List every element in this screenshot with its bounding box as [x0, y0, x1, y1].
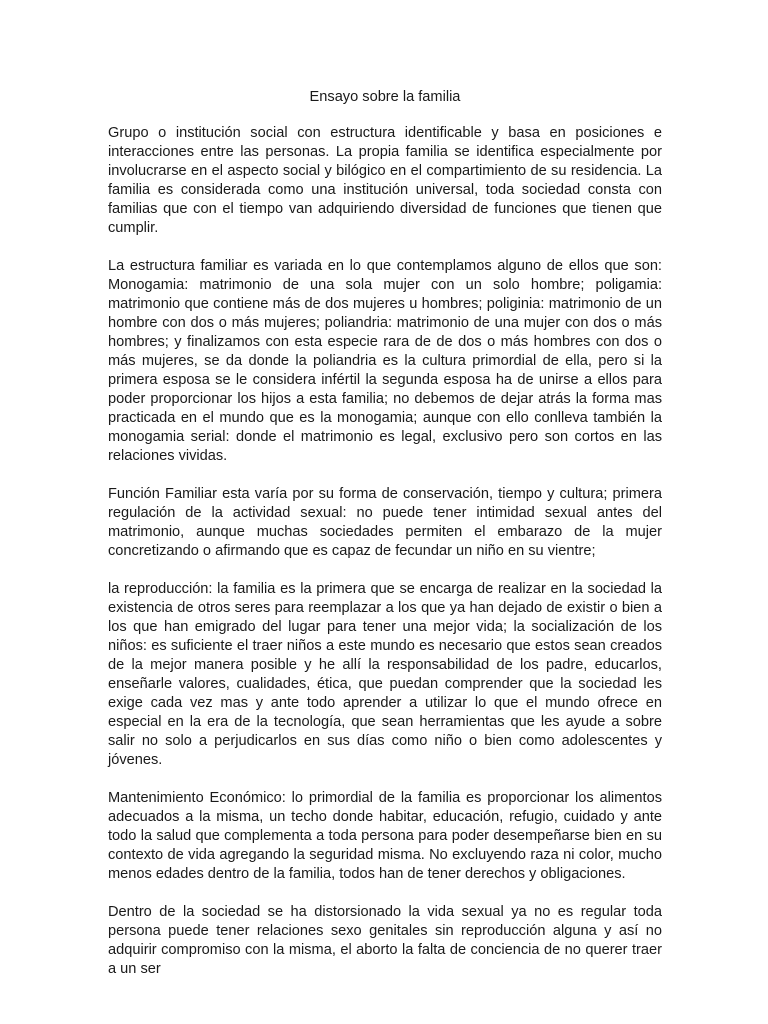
paragraph-definition: Grupo o institución social con estructura identificable y basa en posiciones e interacciones entre las personas. La propia familia se identifica especialmente por involucrarse en el aspecto social y bilógico en el compartimiento de su residencia. La familia es considerada como una institución universal, toda sociedad consta con familias que con el tiempo van adquiriendo diversidad de funciones que tienen que cumplir.: [108, 125, 662, 236]
document-title: Ensayo sobre la familia: [309, 89, 461, 105]
document-page: [108, 88, 662, 998]
paragraph-function: Función Familiar esta varía por su forma de conservación, tiempo y cultura; primera regulación de la actividad sexual: no puede tener intimidad sexual antes del matrimonio, aunque muchas sociedades permiten el embarazo de la mujer concretizando o afirmando que es capaz de fecundar un niño en su vientre;: [108, 486, 662, 559]
paragraph-reproduction: la reproducción: la familia es la primera que se encarga de realizar en la sociedad la existencia de otros seres para reemplazar a los que ya han dejado de existir o bien a los que han emigrado del lugar para tener una mejor vida; la socialización de los niños: es suficiente el traer niños a este mundo es necesario que estos sean creados de la mejor manera posible y he allí la responsabilidad de los padre, educarlos, enseñarle valores, cualidades, ética, que puedan comprender que la sociedad les exige cada vez mas y ante todo aprender a utilizar lo que el mundo ofrece en especial en la era de la tecnología, que sean herramientas que les ayude a sobre salir no solo a perjudicarlos en sus días como niño o bien como adolescentes y jóvenes.: [108, 581, 662, 768]
paragraph-society: Dentro de la sociedad se ha distorsionado la vida sexual ya no es regular toda persona puede tener relaciones sexo genitales sin reproducción alguna y así no adquirir compromiso con la misma, el aborto la falta de conciencia de no querer traer a un ser: [108, 904, 662, 977]
paragraph-economic: Mantenimiento Económico: lo primordial de la familia es proporcionar los alimentos adecuados a la misma, un techo donde habitar, educación, refugio, cuidado y ante todo la salud que complementa a toda persona para poder desempeñarse bien en su contexto de vida agregando la seguridad misma. No excluyendo raza ni color, mucho menos edades dentro de la familia, todos han de tener derechos y obligaciones.: [108, 790, 662, 882]
paragraph-structure: La estructura familiar es variada en lo que contemplamos alguno de ellos que son: Monogamia: matrimonio de una sola mujer con un solo hombre; poligamia: matrimonio que contiene más de dos mujeres u hombres; poliginia: matrimonio de un hombre con dos o más mujeres; poliandria: matrimonio de una mujer con dos o más hombres; y finalizamos con esta especie rara de de dos o más hombres con dos o más mujeres, se da donde la poliandria es la cultura primordial de ella, pero si la primera esposa se le considera infértil la segunda esposa ha de unirse a ellos para poder proporcionar los hijos a esta familia; no debemos de dejar atrás la forma mas practicada en el mundo que es la monogamia; aunque con ello conlleva también la monogamia serial: donde el matrimonio es legal, exclusivo pero son cortos en las relaciones vividas.: [108, 258, 662, 464]
